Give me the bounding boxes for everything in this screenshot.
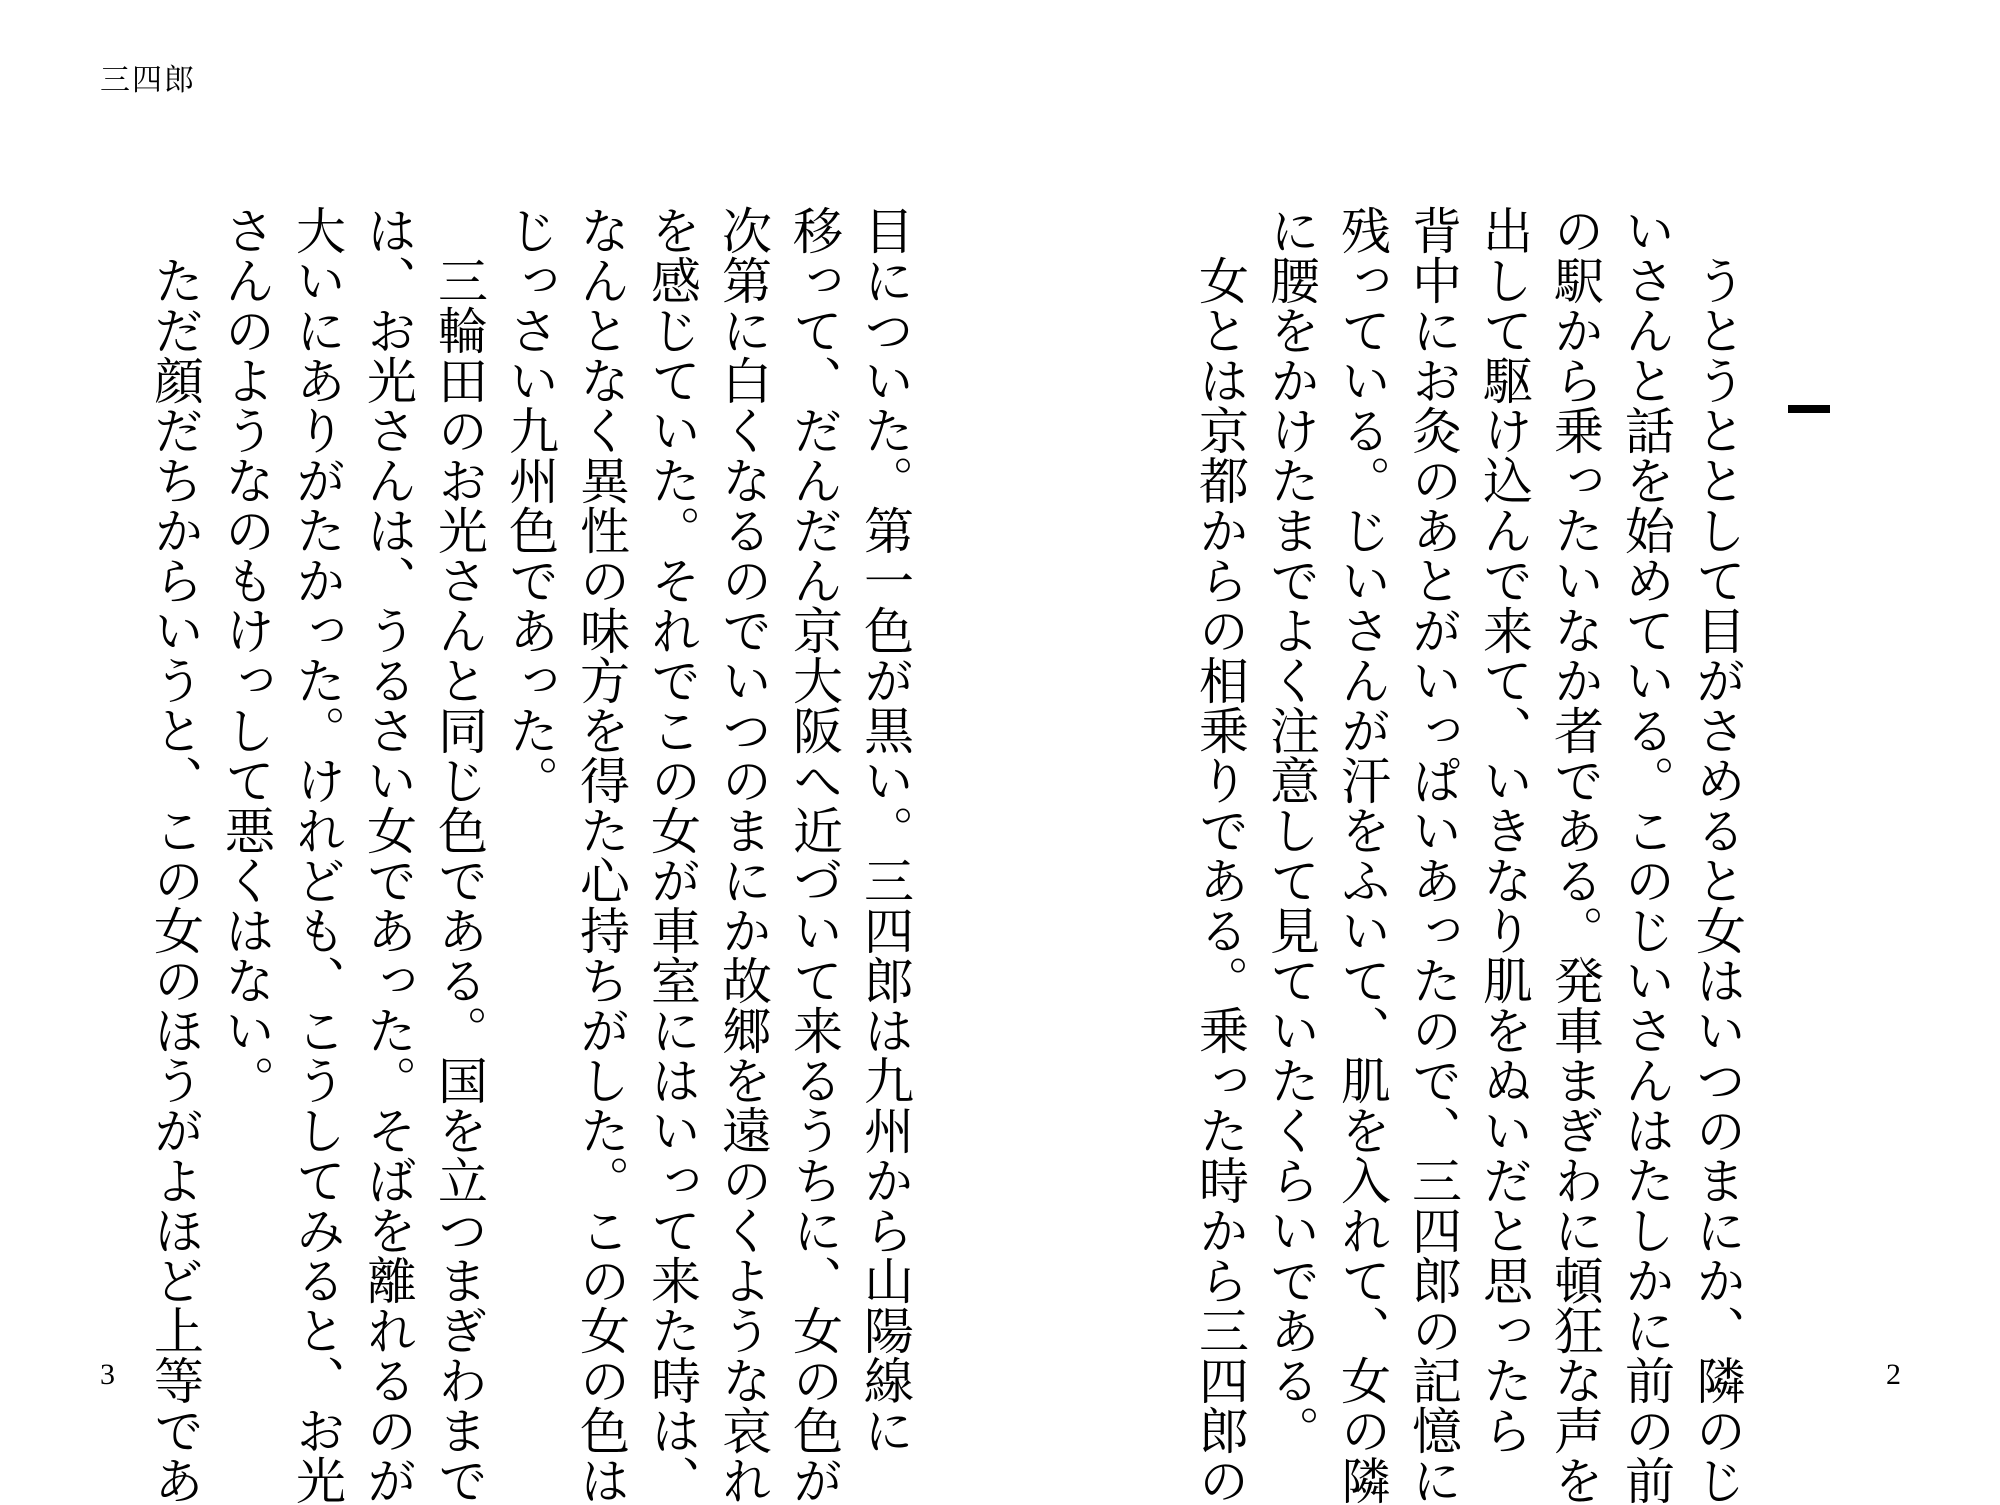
text-column: 残っている。じいさんが汗をふいて、肌を入れて、女の隣 (1333, 205, 1391, 1505)
text-column: 目についた。第一色が黒い。三四郎は九州から山陽線に (856, 205, 914, 1455)
chapter-mark (1788, 405, 1830, 413)
text-column: 三輪田のお光さんと同じ色である。国を立つまぎわまで (430, 255, 488, 1505)
text-column: ただ顔だちからいうと、この女のほうがよほど上等であ (146, 255, 204, 1505)
text-column: 出して駆け込んで来て、いきなり肌をぬいだと思ったら (1475, 205, 1533, 1455)
text-column: 女とは京都からの相乗りである。乗った時から三四郎の (1191, 255, 1249, 1505)
text-column: うとうととして目がさめると女はいつのまにか、隣のじ (1688, 255, 1746, 1505)
text-column: に腰をかけたまでよく注意して見ていたくらいである。 (1262, 205, 1320, 1455)
text-column: は、お光さんは、うるさい女であった。そばを離れるのが (359, 205, 417, 1505)
running-head: 三四郎 (100, 63, 196, 98)
text-column: を感じていた。それでこの女が車室にはいって来た時は、 (643, 205, 701, 1505)
left-page-text (100, 205, 920, 1505)
text-column: じっさい九州色であった。 (501, 205, 559, 805)
text-column: の駅から乗ったいなか者である。発車まぎわに頓狂な声を (1546, 205, 1604, 1505)
text-column: さんのようなのもけっして悪くはない。 (217, 205, 275, 1105)
right-page-text (1104, 205, 1752, 1505)
text-column: なんとなく異性の味方を得た心持ちがした。この女の色は (572, 205, 630, 1505)
text-column: 次第に白くなるのでいつのまにか故郷を遠のくような哀れ (714, 205, 772, 1505)
text-column: いさんと話を始めている。このじいさんはたしかに前の前 (1617, 205, 1675, 1505)
page-number-right: 2 (1886, 1358, 1901, 1391)
text-column: 移って、だんだん京大阪へ近づいて来るうちに、女の色が (785, 205, 843, 1505)
page-number-left: 3 (100, 1358, 115, 1391)
text-column: 大いにありがたかった。けれども、こうしてみると、お光 (288, 205, 346, 1505)
text-column: 背中にお灸のあとがいっぱいあったので、三四郎の記憶に (1404, 205, 1462, 1505)
